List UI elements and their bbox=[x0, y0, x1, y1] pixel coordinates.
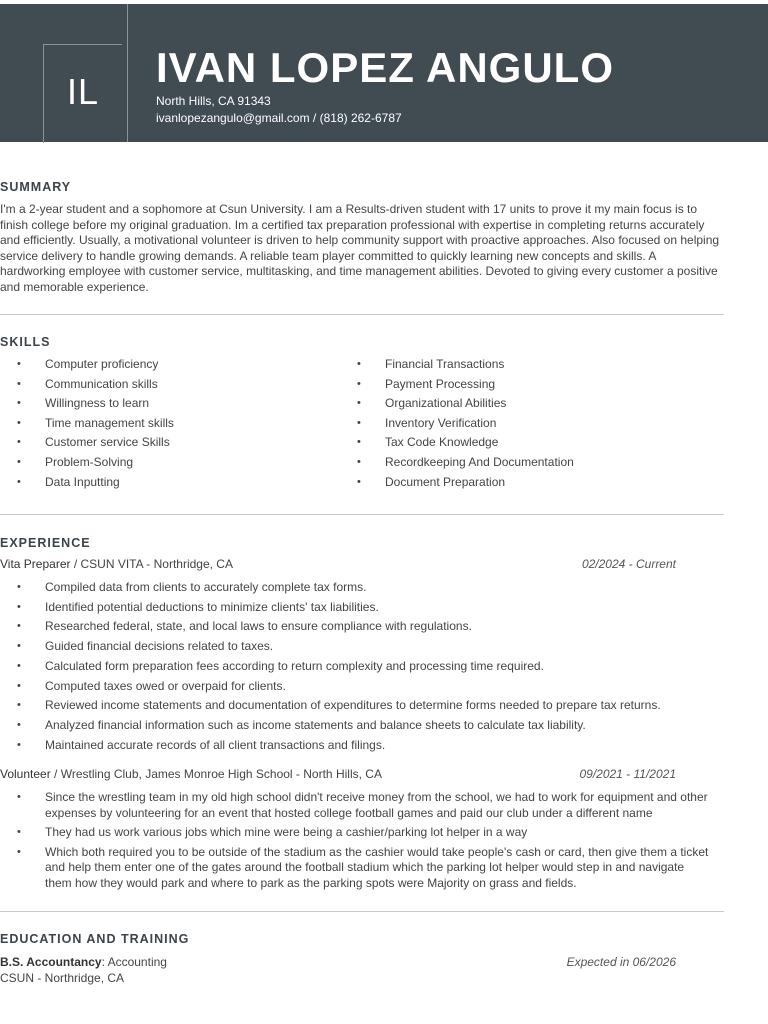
skill-item: • Willingness to learn bbox=[0, 394, 174, 414]
job-bullet: • Analyzed financial information such as income statements and balance sheets to calculate tax liability. bbox=[0, 716, 661, 736]
job-bullet: • Researched federal, state, and local laws to ensure compliance with regulations. bbox=[0, 617, 661, 637]
skills-list-right bbox=[340, 355, 574, 492]
section-divider bbox=[0, 514, 724, 515]
skill-item: • Inventory Verification bbox=[340, 414, 574, 434]
school-name: CSUN - Northridge, CA bbox=[0, 971, 125, 985]
candidate-name: IVAN LOPEZ ANGULO bbox=[156, 44, 614, 91]
job-role: Volunteer bbox=[0, 767, 51, 781]
job-bullet: • Compiled data from clients to accurately complete tax forms. bbox=[0, 578, 661, 598]
skill-item: • Document Preparation bbox=[340, 473, 574, 493]
degree-name: B.S. Accountancy bbox=[0, 955, 102, 969]
skill-item: • Communication skills bbox=[0, 375, 174, 395]
job-bullet: • Which both required you to be outside of the stadium as the cashier would take people's cash or card, then give them a ticket and help them enter one of the gates around the football stadium which the parking lot helper would step in and navigate them how they would park and where to park as the parking spots were Majority on grass and fields. bbox=[0, 845, 713, 892]
skills-list-left bbox=[0, 355, 174, 492]
monogram-box bbox=[43, 44, 122, 143]
skill-item: • Customer service Skills bbox=[0, 433, 174, 453]
skill-item: • Recordkeeping And Documentation bbox=[340, 453, 574, 473]
skill-item: • Tax Code Knowledge bbox=[340, 433, 574, 453]
job-role: Vita Preparer bbox=[0, 557, 71, 571]
education-heading: EDUCATION AND TRAINING bbox=[0, 932, 190, 946]
job-org: / Wrestling Club, James Monroe High School - North Hills, CA bbox=[50, 767, 382, 781]
job-bullet: • Reviewed income statements and documentation of expenditures to determine forms needed to prepare tax returns. bbox=[0, 696, 661, 716]
skill-item: • Computer proficiency bbox=[0, 355, 174, 375]
skill-item: • Data Inputting bbox=[0, 473, 174, 493]
degree-line bbox=[0, 954, 167, 970]
header-divider-line bbox=[127, 4, 128, 142]
job-dates: 09/2021 - 11/2021 bbox=[579, 767, 676, 781]
location: North Hills, CA 91343 bbox=[156, 94, 271, 108]
section-divider bbox=[0, 314, 724, 315]
job-bullet: • They had us work various jobs which mine were being a cashier/parking lot helper in a way bbox=[0, 825, 713, 841]
education-dates: Expected in 06/2026 bbox=[566, 955, 676, 969]
email-phone: ivanlopezangulo@gmail.com / (818) 262-6787 bbox=[156, 111, 402, 125]
job-header bbox=[0, 766, 382, 782]
skill-item: • Problem-Solving bbox=[0, 453, 174, 473]
skills-heading: SKILLS bbox=[0, 335, 51, 349]
skill-item: • Financial Transactions bbox=[340, 355, 574, 375]
monogram: IL bbox=[66, 71, 100, 112]
skill-item: • Payment Processing bbox=[340, 375, 574, 395]
job-org: / CSUN VITA - Northridge, CA bbox=[70, 557, 233, 571]
job-header bbox=[0, 556, 233, 572]
skill-item: • Time management skills bbox=[0, 414, 174, 434]
job-bullet: • Identified potential deductions to minimize clients' tax liabilities. bbox=[0, 598, 661, 618]
degree-field: : Accounting bbox=[101, 955, 167, 969]
job-dates: 02/2024 - Current bbox=[581, 557, 676, 571]
resume-header bbox=[0, 4, 768, 142]
job-bullets bbox=[0, 578, 661, 755]
job-bullet: • Since the wrestling team in my old high school didn't receive money from the school, we had to work for equipment and other expenses by volunteering for an event that hosted college football games and paid our club under a different name bbox=[0, 790, 713, 821]
job-bullet: • Computed taxes owed or overpaid for clients. bbox=[0, 677, 661, 697]
experience-heading: EXPERIENCE bbox=[0, 536, 91, 550]
job-bullet: • Guided financial decisions related to taxes. bbox=[0, 637, 661, 657]
summary-heading: SUMMARY bbox=[0, 180, 72, 194]
job-bullet: • Calculated form preparation fees according to return complexity and processing time required. bbox=[0, 657, 661, 677]
job-bullet: • Maintained accurate records of all client transactions and filings. bbox=[0, 736, 661, 756]
summary-text: I'm a 2-year student and a sophomore at Csun University. I am a Results-driven student with 17 units to prove it my main focus is to finish college before my original graduation. Im a certified tax preparation professional with expertise in completing returns accurately and efficiently. Usually, a motivational volunteer is driven to help community support with proactive approaches. Also focused on helping service delivery to handle growing demands. A reliable team player committed to quickly learning new concepts and skills. A hardworking employee with customer service, multitasking, and time management abilities. Devoted to giving every customer a positive and memorable experience. bbox=[0, 202, 720, 294]
section-divider bbox=[0, 911, 724, 912]
job-bullets bbox=[0, 790, 713, 895]
skill-item: • Organizational Abilities bbox=[340, 394, 574, 414]
